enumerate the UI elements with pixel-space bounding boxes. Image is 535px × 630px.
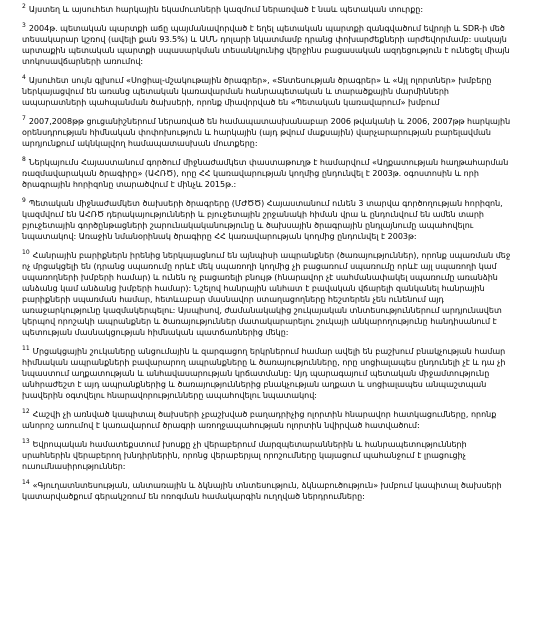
footnote-text: «Գյուղատնտեսության, անտառային և ձկնային տնտեսություն, ձկնաբուծություն» խմբում կապիտալ ծախսերի կատարվածքում գերակշռում են ոռոգման համակարգին ուղղված ներդրումները:	[22, 481, 502, 501]
footnote-number: 14	[22, 479, 30, 487]
footnote-8	[22, 157, 513, 190]
footnote-2	[22, 4, 513, 15]
footnote-text: Ներկայումս Հայաստանում գործում միջնաժամկետ փաստաթուղթ է համարվում «Աղքատության հաղթահարման ռազմավարական ծրագիրը» (ԱՀՌԾ), որը ՀՀ կառավարության կողմից ընդունվել է 2003թ. օգոստոսին և որի ծրագրային հորիզոնը տարածվում է մինչև 2015թ.:	[22, 158, 509, 189]
footnote-number: 2	[22, 3, 26, 11]
footnote-text: Հաշվի չի առնված կապիտալ ծախսերի չբաշխված բաղադրիչից ոլորտին հնարավոր հատկացումները, որոնք անորոշ առումով է կառավարում ծրագրի առողջապահության ոլորտին նվիրված հատվածում:	[22, 410, 497, 430]
footnote-12	[22, 409, 513, 431]
footnote-text: Պետական միջնաժամկետ ծախսերի ծրագրերը (ՄԺԾԾ) Հայաստանում ունեն 3 տարվա գործողության հորիզոն, կազմվում են ԱՀՌԾ դերակայությունների և բյուջետային շրջանակի հիման վրա և ընդունվում են ամեն տարի բյուջետային գործընթացների շարունակականությունը և ծախսային ծրագրային ընդլայնումը ապահովելու նպատակով: Առաջին նմանօրինակ ծրագիրը ՀՀ կառավարության կողմից ընդունվել է 2003թ:	[22, 199, 503, 241]
footnote-number: 13	[22, 438, 30, 446]
footnote-3	[22, 23, 513, 67]
footnote-11	[22, 346, 513, 401]
footnote-text: Այստեղ և այսուհետ հարկային եկամուտների կազմում ներառված է նաև պետական տուրքը:	[28, 5, 424, 14]
footnote-text: Այսուհետ սույն գլխում «Սոցիալ-մշակութային ծրագրեր», «Տնտեսության ծրագրեր» և «Այլ ոլորտներ» խմբերը ներկայացվում են առանց պետական կառավարման հանրապետական և տարածքային մարմինների ապարատների պահպանման ծախսերի, որոնք միավորված են «Պետական կառավարում» խմբում	[22, 76, 492, 107]
footnote-text: Մրցակցային շուկաները անցումային և զարգացող երկրներում համար ավելի են բաշխում բնակչության համար հիմնական ապրանքների բավարարող ապրանքները և ծառայությունները, որը սոցիալապես ընդունելի չէ և դա չի նպաստում աղքատության և անհավասարության կրճատմանը: Այդ պարագայում պետական միջամտությունը անհրաժեշտ է այդ ապրանքներից և ծառայություններից բնակչության աղքատ և սոցիալապես անպաշտպան խավերին օգտվելու հնարավորությունները ապահովելու նպատակով:	[22, 347, 506, 400]
footnote-number: 4	[22, 74, 26, 82]
footnote-number: 10	[22, 249, 30, 257]
footnote-number: 12	[22, 408, 30, 416]
footnote-14	[22, 480, 513, 502]
footnote-text: 2004թ. պետական պարտքի աճը պայմանավորված է եղել պետական պարտքի զանգվածում եվրոյի և SDR-ի մեծ տեսակարար կշռով (ավելի քան 93.5%) և ԱՄՆ դոլարի նկատմամբ դրանց փոխարժեքների արժեվորմամբ: սակայն արտաքին պետական պարտքի սպասարկման տեսանկյունից վերջինս բացասական ազդեցություն է ունեցել միայն տոկոսավճարների առումով:	[22, 24, 510, 66]
footnote-13	[22, 439, 513, 472]
footnote-number: 3	[22, 22, 26, 30]
footnote-number: 11	[22, 345, 30, 353]
footnote-7	[22, 116, 513, 149]
footnote-text: Եվրոպական համատեքստում խոսքը չի վերաբերում մարզպետարաններին և հանրապետությունների սրահներին վերաբերող խնդիրներին, որոնց վերաբերյալ որոշումները կայացում պահանջում է լրացուցիչ ուսումնասիրություններ:	[22, 440, 467, 471]
footnote-text: 2007,2008թթ ցուցանիշներում ներառված են համապատասխանաբար 2006 թվականի և 2006, 2007թթ հարկային օրենսդրության հիմնական փոփոխություն և հարկային (այդ թվում մաքսային) վարչարարության բարելավման արդյունքում ակնկալվող համապատասխան մուտքերը:	[22, 117, 511, 148]
footnote-number: 7	[22, 115, 26, 123]
footnote-10	[22, 250, 513, 338]
footnote-9	[22, 198, 513, 242]
footnote-number: 9	[22, 197, 26, 205]
footnote-4	[22, 75, 513, 108]
footnote-text: Հանրային բարիքներն իրենից ներկայացնում են այնպիսի ապրանքներ (ծառայություններ), որոնք սպառման մեջ ոչ մրցակցելի են (դրանց սպառումը որևէ մեկ սպառողի կողմից չի բացառում սպառումը որևէ այլ սպառողի կամ սպառողների խմբերի համար) և ունեն ոչ բացառելի բնույթ (հնարավոր չէ սահմանափակել սպառումը առանձին անձանց կամ անձանց խմբերի համար): Նշելով հանրային անհատ է բավական վճարելի զանկանել հանրային բարիքների սպառման համար, հետևաբար մասնավոր ստաղացողները հեշտերեն չեն ունենում այդ առաջարկությունը կազմակերպելու: Այսպիսով, ժամանակակից շուկայական տնտեսություններում արդյունավետ կերպով որոշակի ապրանքներ և ծառայություններ մատակարարելու շուկայի անկարողությունը հանդիսանում է պետության մասնակցության հիմնական պատճառներից մեկը:	[22, 251, 511, 337]
footnote-number: 8	[22, 156, 26, 164]
